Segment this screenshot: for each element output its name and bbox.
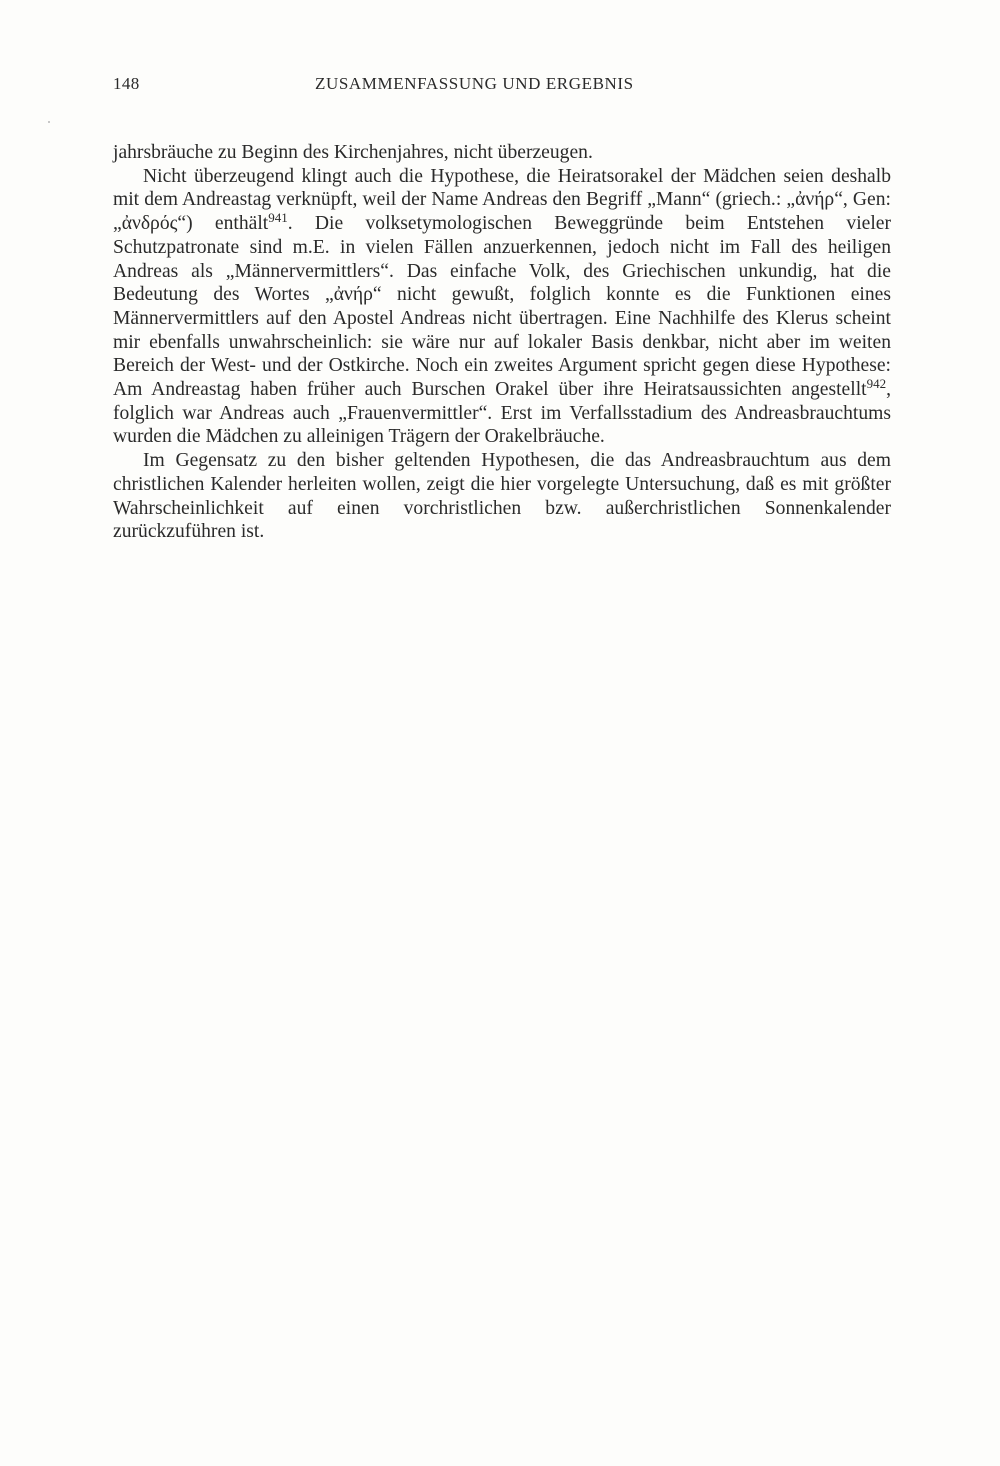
footnote-marker: 941: [268, 210, 288, 226]
paragraph-continuation: [113, 141, 891, 165]
paragraph-hypothesis-critique: [113, 165, 891, 449]
running-title: ZUSAMMENFASSUNG UND ERGEBNIS: [315, 74, 634, 93]
running-header: [113, 74, 889, 98]
text-segment: Im Gegensatz zu den bisher geltenden Hypothesen, die das Andreasbrauchtum aus dem christlichen Kalender herleiten wollen, zeigt die hier vorgelegte Untersuchung, daß es mit größter Wahrscheinlichkeit auf einen vorchristlichen bzw. außerchristlichen Sonnenkalender zurückzuführen ist.: [113, 450, 891, 543]
scan-speck: [48, 121, 50, 123]
text-segment: , folglich war Andreas auch „Frauenvermittler“. Erst im Verfallsstadium des Andreasbrauchtums wurden die Mädchen zu alleinigen Trägern der Orakelbräuche.: [113, 379, 891, 448]
text-segment: Nicht überzeugend klingt auch die Hypothese, die Heiratsorakel der Mädchen seien deshalb mit dem Andreastag verknüpft, weil der Name Andreas den Begriff „Mann“ (griech.: „ἀνήρ“, Gen: „ἀνδρός“) enthält: [113, 165, 891, 235]
text-segment: jahrsbräuche zu Beginn des Kirchenjahres, nicht überzeugen.: [113, 142, 593, 163]
page-number: 148: [113, 74, 140, 93]
footnote-marker: 942: [866, 376, 887, 392]
text-segment: . Die volksetymologischen Beweggründe beim Entstehen vieler Schutzpatronate sind m.E. in vielen Fällen anzuerkennen, jedoch nicht im Fall des heiligen Andreas als „Männervermittlers“. Das einfache Volk, des Griechischen unkundig, hat die Bedeutung des Wortes „ἀνήρ“ nicht gewußt, folglich konnte es die Funktionen eines Männervermittlers auf den Apostel Andreas nicht übertragen. Eine Nachhilfe des Klerus scheint mir ebenfalls unwahrscheinlich: sie wäre nur auf lokaler Basis denkbar, nicht aber im weiten Bereich der West- und der Ostkirche. Noch ein zweites Argument spricht gegen diese Hypothese: Am Andreastag haben früher auch Burschen Orakel über ihre Heiratsaussichten angestellt: [113, 213, 891, 401]
body-text: [113, 141, 891, 544]
paragraph-conclusion: [113, 449, 891, 544]
